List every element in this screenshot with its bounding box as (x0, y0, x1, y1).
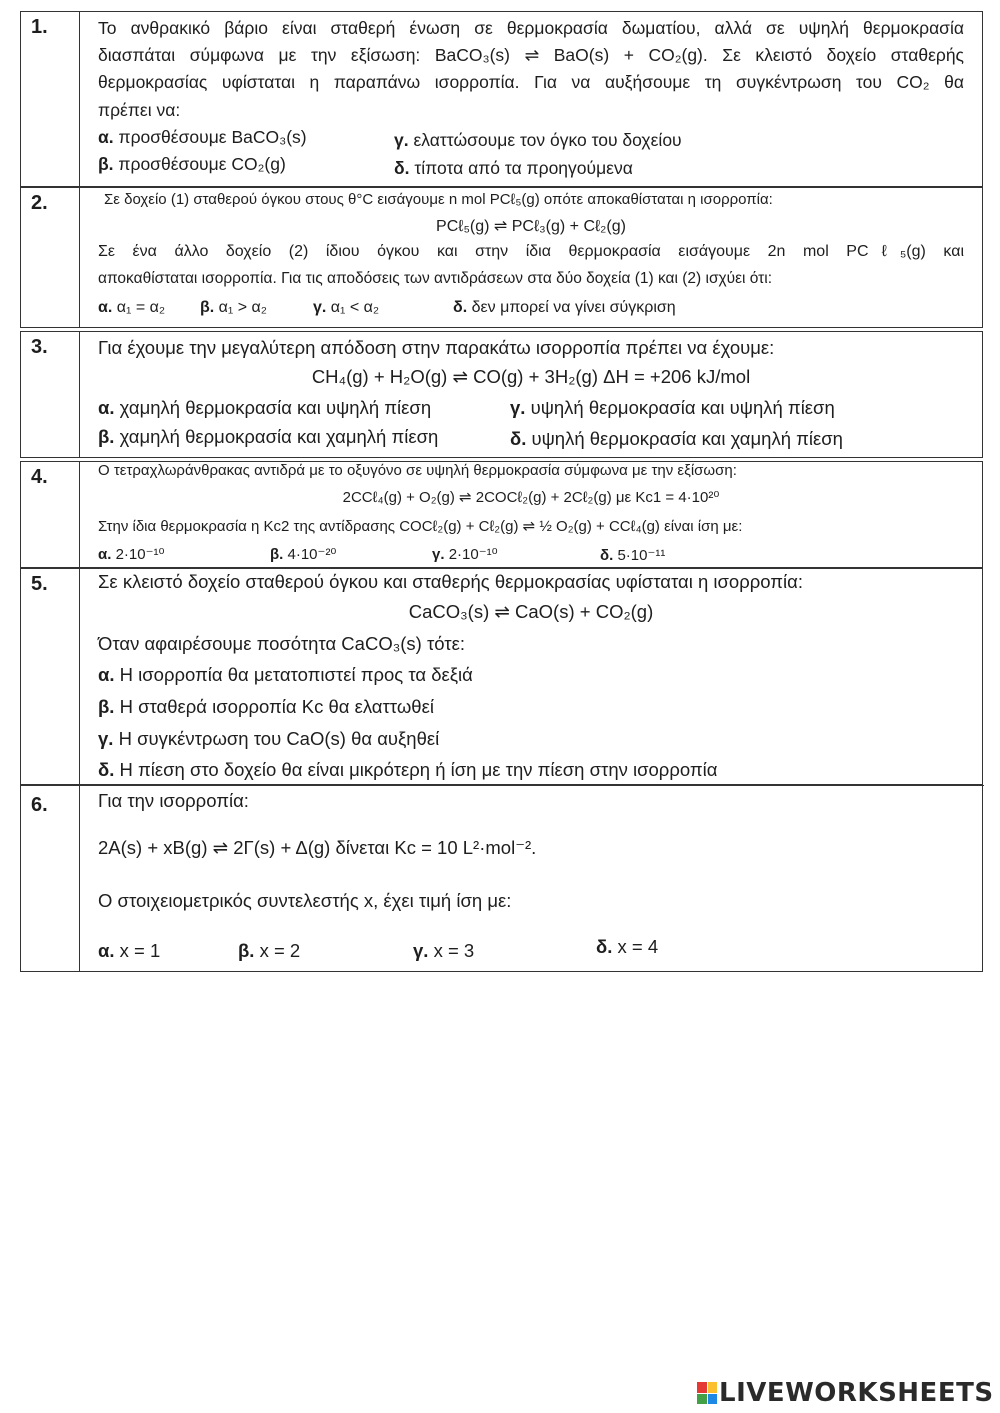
question-text: θερμοκρασίας υφίσταται η παραπάνω ισορροπία. Για να αυξήσουμε τη συγκέντρωση του CO₂ θα (98, 72, 964, 92)
logo-text: LIVEWORKSHEETS (719, 1378, 994, 1408)
answer-option-d[interactable]: δ. δεν μπορεί να γίνει σύγκριση (453, 299, 676, 316)
question-2 (20, 187, 983, 328)
answer-option-d[interactable]: δ. τίποτα από τα προηγούμενα (394, 158, 633, 178)
logo-icon (697, 1382, 717, 1404)
answer-option-c[interactable]: γ. x = 3 (413, 940, 475, 961)
question-number: 3. (21, 332, 80, 457)
answer-option-b[interactable]: β. Η σταθερά ισορροπία Kc θα ελαττωθεί (98, 696, 434, 717)
question-number: 2. (21, 188, 80, 327)
answer-option-c[interactable]: γ. υψηλή θερμοκρασία και υψηλή πίεση (510, 397, 835, 418)
answer-option-a[interactable]: α. α₁ = α₂ (98, 299, 166, 316)
question-number: 5. (21, 569, 80, 784)
liveworksheets-logo (697, 1378, 994, 1408)
answer-option-c[interactable]: γ. α₁ < α₂ (313, 299, 380, 316)
question-text: πρέπει να: (98, 100, 181, 120)
answer-option-b[interactable]: β. προσθέσουμε CO₂(g) (98, 154, 286, 174)
question-text: Σε κλειστό δοχείο σταθερού όγκου και σταθερής θερμοκρασίας υφίσταται η ισορροπία: (98, 571, 803, 592)
answer-option-c[interactable]: γ. ελαττώσουμε τον όγκο του δοχείου (394, 130, 682, 150)
question-5 (20, 568, 983, 785)
equation: 2CCℓ₄(g) + O₂(g) ⇌ 2COCℓ₂(g) + 2Cℓ₂(g) με Kc1 = 4·10²⁰ (342, 489, 720, 506)
question-text: Ο στοιχειομετρικός συντελεστής x, έχει τιμή ίση με: (98, 890, 512, 911)
answer-option-a[interactable]: α. χαμηλή θερμοκρασία και υψηλή πίεση (98, 397, 432, 418)
question-number: 6. (21, 786, 80, 971)
question-4 (20, 461, 983, 568)
answer-option-d[interactable]: δ. Η πίεση στο δοχείο θα είναι μικρότερη ή ίση με την πίεση στην ισορροπία (98, 759, 718, 780)
equation: CaCO₃(s) ⇌ CaO(s) + CO₂(g) (408, 601, 654, 622)
question-number: 1. (21, 12, 80, 186)
answer-option-d[interactable]: δ. x = 4 (596, 936, 659, 957)
question-text: Σε δοχείο (1) σταθερού όγκου στους θ°C εισάγουμε n mol PCℓ₅(g) οπότε αποκαθίσταται η ισορροπία: (104, 191, 773, 208)
question-text: αποκαθίσταται ισορροπία. Για τις αποδόσεις των αντιδράσεων στα δύο δοχεία (1) και (2) ισχύει ότι: (98, 270, 773, 287)
answer-option-a[interactable]: α. προσθέσουμε BaCO₃(s) (98, 127, 307, 147)
question-number: 4. (21, 462, 80, 567)
question-3 (20, 331, 983, 458)
question-text: Ο τετραχλωράνθρακας αντιδρά με το οξυγόνο σε υψηλή θερμοκρασία σύμφωνα με την εξίσωση: (98, 462, 737, 479)
question-text: Το ανθρακικό βάριο είναι σταθερή ένωση σε θερμοκρασία δωματίου, αλλά σε υψηλή θερμοκρασία (98, 18, 964, 38)
question-1 (20, 11, 983, 187)
answer-option-b[interactable]: β. 4·10⁻²⁰ (270, 546, 337, 563)
question-text: Για έχουμε την μεγαλύτερη απόδοση στην παρακάτω ισορροπία πρέπει να έχουμε: (98, 337, 775, 358)
divider (958, 785, 984, 786)
equation: 2A(s) + xB(g) ⇌ 2Γ(s) + Δ(g) δίνεται Kc = 10 L²·mol⁻². (98, 837, 537, 858)
answer-option-c[interactable]: γ. Η συγκέντρωση του CaO(s) θα αυξηθεί (98, 728, 440, 749)
answer-option-a[interactable]: α. Η ισορροπία θα μετατοπιστεί προς τα δεξιά (98, 664, 473, 685)
answer-option-b[interactable]: β. x = 2 (238, 940, 301, 961)
question-text: Για την ισορροπία: (98, 790, 249, 811)
answer-option-d[interactable]: δ. υψηλή θερμοκρασία και χαμηλή πίεση (510, 428, 843, 449)
answer-option-c[interactable]: γ. 2·10⁻¹⁰ (432, 546, 498, 563)
answer-option-a[interactable]: α. 2·10⁻¹⁰ (98, 546, 165, 563)
divider (20, 785, 83, 786)
answer-option-b[interactable]: β. χαμηλή θερμοκρασία και χαμηλή πίεση (98, 426, 439, 447)
answer-option-a[interactable]: α. x = 1 (98, 940, 161, 961)
question-text: Όταν αφαιρέσουμε ποσότητα CaCO₃(s) τότε: (98, 633, 465, 654)
question-text: Στην ίδια θερμοκρασία η Kc2 της αντίδρασης COCℓ₂(g) + Cℓ₂(g) ⇌ ½ O₂(g) + CCℓ₄(g) είναι ίση με: (98, 518, 743, 535)
equation: PCℓ₅(g) ⇌ PCℓ₃(g) + Cℓ₂(g) (436, 218, 626, 235)
question-6 (20, 785, 983, 972)
question-text: διασπάται σύμφωνα με την εξίσωση: BaCO₃(s) ⇌ BaO(s) + CO₂(g). Σε κλειστό δοχείο σταθερής (98, 45, 964, 65)
question-text: Σε ένα άλλο δοχείο (2) ίδιου όγκου και στην ίδια θερμοκρασία εισάγουμε 2n mol PCℓ₅(g) και (98, 243, 964, 260)
answer-option-b[interactable]: β. α₁ > α₂ (200, 299, 268, 316)
equation: CH₄(g) + H₂O(g) ⇌ CO(g) + 3H₂(g) ΔH = +206 kJ/mol (311, 366, 751, 387)
answer-option-d[interactable]: δ. 5·10⁻¹¹ (600, 547, 666, 564)
